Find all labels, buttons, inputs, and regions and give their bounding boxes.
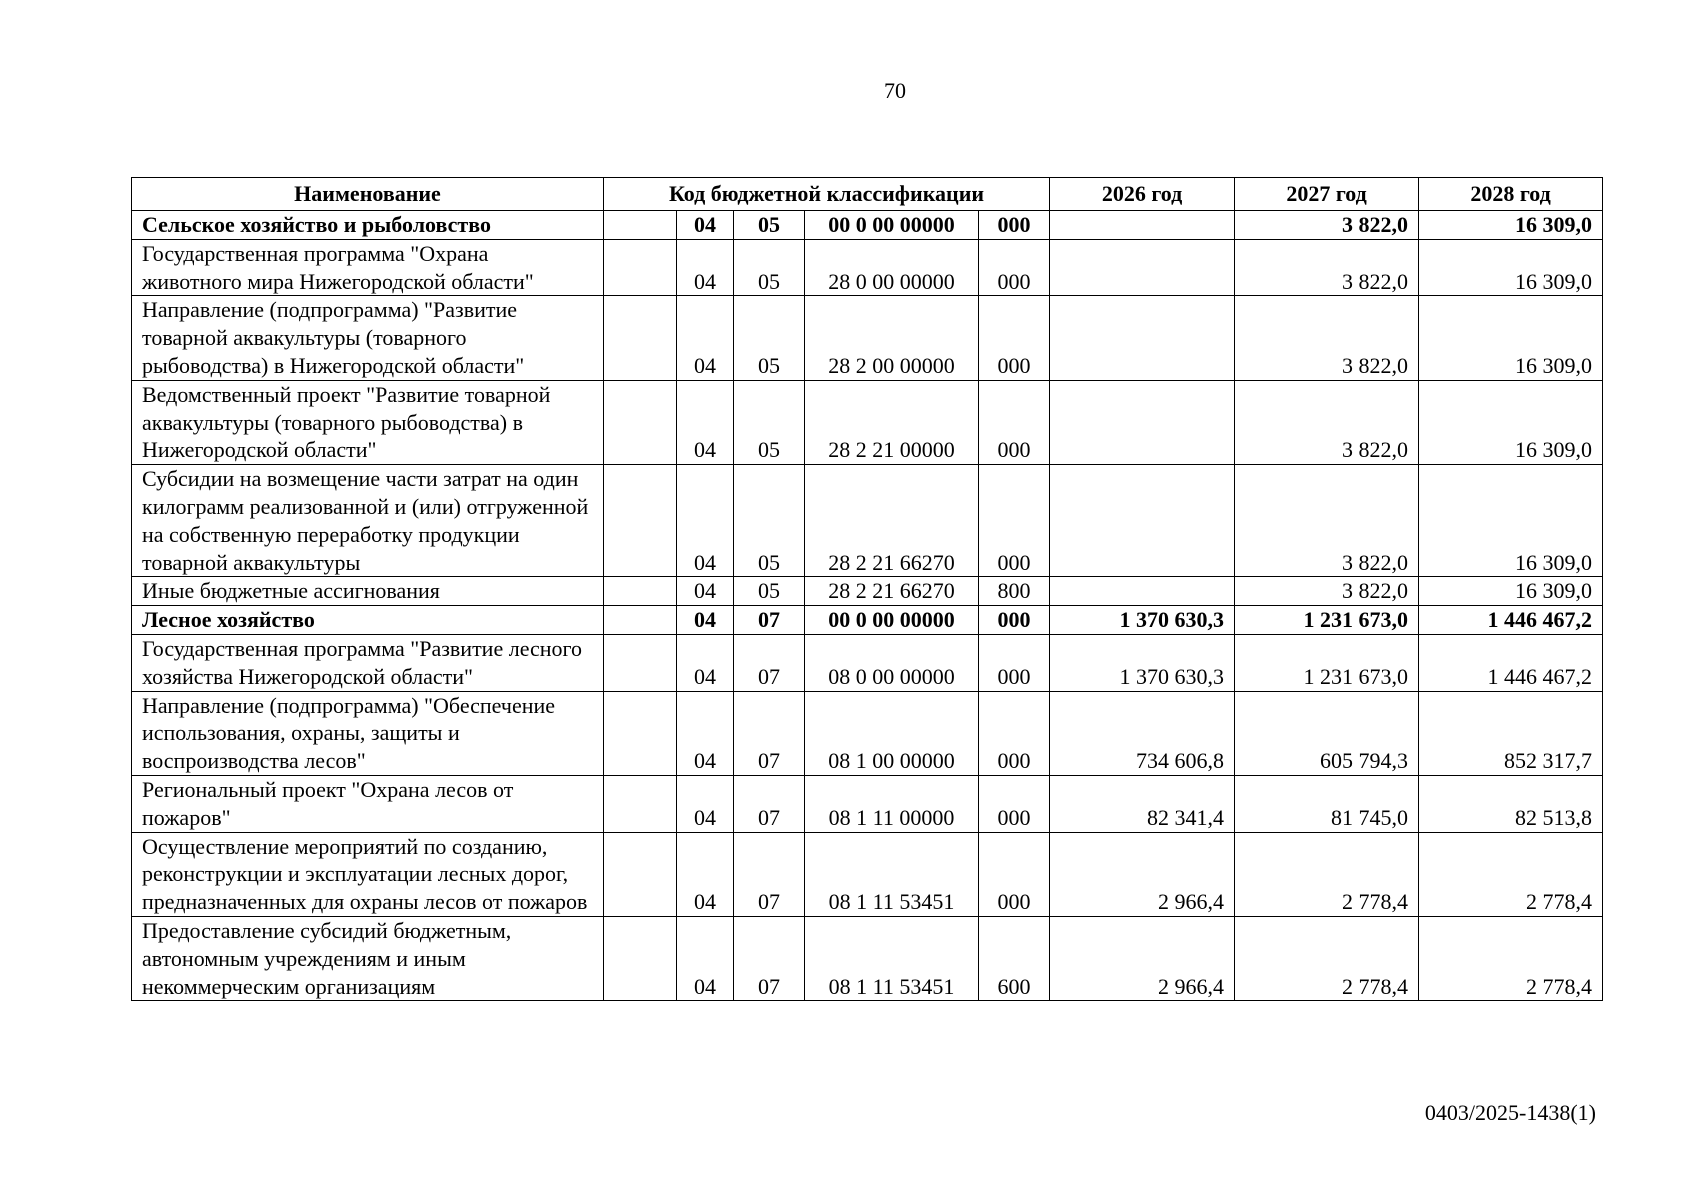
row-name: Ведомственный проект "Развитие товарной аквакультуры (товарного рыбоводства) в Нижегородской области" [132, 380, 604, 464]
row-value-2026: 2 966,4 [1050, 832, 1235, 916]
row-value-2027: 605 794,3 [1235, 691, 1419, 775]
row-value-2026 [1050, 296, 1235, 380]
row-value-2026 [1050, 465, 1235, 577]
row-value-2026: 82 341,4 [1050, 775, 1235, 832]
row-code-subsection: 07 [734, 606, 805, 635]
row-value-2027: 2 778,4 [1235, 916, 1419, 1000]
document-code: 0403/2025-1438(1) [1424, 1100, 1596, 1125]
table-row [132, 832, 1603, 916]
row-value-2027: 3 822,0 [1235, 239, 1419, 296]
row-value-2027: 3 822,0 [1235, 296, 1419, 380]
table-row [132, 577, 1603, 606]
header-code: Код бюджетной классификации [604, 178, 1050, 211]
row-code-expense-type: 000 [979, 606, 1050, 635]
row-code-subsection: 07 [734, 691, 805, 775]
row-code-blank [604, 465, 677, 577]
row-value-2028: 852 317,7 [1419, 691, 1603, 775]
row-code-expense-type: 000 [979, 296, 1050, 380]
row-code-subsection: 07 [734, 634, 805, 691]
row-code-subsection: 05 [734, 465, 805, 577]
row-value-2027: 3 822,0 [1235, 211, 1419, 240]
row-code-expense-type: 000 [979, 465, 1050, 577]
table-row [132, 775, 1603, 832]
table-row [132, 380, 1603, 464]
row-code-target: 08 0 00 00000 [805, 634, 979, 691]
table-row [132, 916, 1603, 1000]
table-row [132, 465, 1603, 577]
row-code-expense-type: 000 [979, 775, 1050, 832]
row-value-2027: 2 778,4 [1235, 832, 1419, 916]
row-code-subsection: 05 [734, 211, 805, 240]
row-code-expense-type: 000 [979, 380, 1050, 464]
row-value-2026: 2 966,4 [1050, 916, 1235, 1000]
row-code-blank [604, 296, 677, 380]
row-code-target: 28 2 21 66270 [805, 465, 979, 577]
table-row [132, 606, 1603, 635]
row-value-2028: 1 446 467,2 [1419, 634, 1603, 691]
row-code-target: 28 0 00 00000 [805, 239, 979, 296]
row-value-2028: 1 446 467,2 [1419, 606, 1603, 635]
row-name: Осуществление мероприятий по созданию, реконструкции и эксплуатации лесных дорог, предназначенных для охраны лесов от пожаров [132, 832, 604, 916]
row-code-section: 04 [677, 465, 734, 577]
row-code-expense-type: 800 [979, 577, 1050, 606]
row-value-2026 [1050, 380, 1235, 464]
row-code-subsection: 07 [734, 832, 805, 916]
row-code-target: 00 0 00 00000 [805, 606, 979, 635]
row-code-blank [604, 775, 677, 832]
row-code-section: 04 [677, 296, 734, 380]
row-name: Предоставление субсидий бюджетным, автономным учреждениям и иным некоммерческим организациям [132, 916, 604, 1000]
row-code-section: 04 [677, 380, 734, 464]
row-code-target: 28 2 21 00000 [805, 380, 979, 464]
row-code-subsection: 05 [734, 380, 805, 464]
row-code-section: 04 [677, 691, 734, 775]
row-value-2028: 82 513,8 [1419, 775, 1603, 832]
row-code-expense-type: 000 [979, 691, 1050, 775]
row-value-2028: 2 778,4 [1419, 916, 1603, 1000]
table-row [132, 239, 1603, 296]
row-code-expense-type: 000 [979, 211, 1050, 240]
page-number: 70 [884, 78, 906, 103]
row-code-subsection: 05 [734, 577, 805, 606]
row-name: Региональный проект "Охрана лесов от пожаров" [132, 775, 604, 832]
row-code-blank [604, 577, 677, 606]
row-code-blank [604, 916, 677, 1000]
row-code-expense-type: 600 [979, 916, 1050, 1000]
row-name: Субсидии на возмещение части затрат на один килограмм реализованной и (или) отгруженной на собственную переработку продукции товарной аквакультуры [132, 465, 604, 577]
header-2027: 2027 год [1235, 178, 1419, 211]
header-2026: 2026 год [1050, 178, 1235, 211]
row-value-2028: 16 309,0 [1419, 380, 1603, 464]
row-value-2026: 734 606,8 [1050, 691, 1235, 775]
row-value-2026: 1 370 630,3 [1050, 606, 1235, 635]
table-header-row [132, 178, 1603, 211]
row-value-2028: 16 309,0 [1419, 577, 1603, 606]
row-code-subsection: 05 [734, 239, 805, 296]
row-code-target: 08 1 11 53451 [805, 916, 979, 1000]
row-value-2027: 3 822,0 [1235, 577, 1419, 606]
row-value-2026: 1 370 630,3 [1050, 634, 1235, 691]
row-code-target: 00 0 00 00000 [805, 211, 979, 240]
row-name: Направление (подпрограмма) "Развитие товарной аквакультуры (товарного рыбоводства) в Нижегородской области" [132, 296, 604, 380]
row-name: Иные бюджетные ассигнования [132, 577, 604, 606]
row-code-subsection: 07 [734, 775, 805, 832]
row-code-target: 28 2 00 00000 [805, 296, 979, 380]
row-value-2028: 2 778,4 [1419, 832, 1603, 916]
row-code-blank [604, 634, 677, 691]
row-code-section: 04 [677, 916, 734, 1000]
table-row [132, 296, 1603, 380]
row-value-2027: 3 822,0 [1235, 465, 1419, 577]
row-value-2026 [1050, 577, 1235, 606]
row-name: Государственная программа "Развитие лесного хозяйства Нижегородской области" [132, 634, 604, 691]
row-code-blank [604, 380, 677, 464]
row-value-2027: 1 231 673,0 [1235, 634, 1419, 691]
row-code-blank [604, 211, 677, 240]
row-code-expense-type: 000 [979, 634, 1050, 691]
row-value-2027: 3 822,0 [1235, 380, 1419, 464]
row-value-2027: 1 231 673,0 [1235, 606, 1419, 635]
row-code-expense-type: 000 [979, 239, 1050, 296]
row-name: Сельское хозяйство и рыболовство [132, 211, 604, 240]
row-value-2026 [1050, 211, 1235, 240]
table-row [132, 211, 1603, 240]
table-row [132, 634, 1603, 691]
row-name: Направление (подпрограмма) "Обеспечение использования, охраны, защиты и воспроизводства лесов" [132, 691, 604, 775]
row-code-section: 04 [677, 775, 734, 832]
row-code-target: 28 2 21 66270 [805, 577, 979, 606]
row-code-section: 04 [677, 634, 734, 691]
table-row [132, 691, 1603, 775]
row-value-2028: 16 309,0 [1419, 465, 1603, 577]
row-code-target: 08 1 11 53451 [805, 832, 979, 916]
row-code-blank [604, 239, 677, 296]
row-name: Лесное хозяйство [132, 606, 604, 635]
row-code-section: 04 [677, 211, 734, 240]
row-code-subsection: 05 [734, 296, 805, 380]
row-code-target: 08 1 00 00000 [805, 691, 979, 775]
row-code-target: 08 1 11 00000 [805, 775, 979, 832]
header-name: Наименование [132, 178, 604, 211]
table-body [132, 211, 1603, 1001]
row-code-section: 04 [677, 832, 734, 916]
header-2028: 2028 год [1419, 178, 1603, 211]
row-code-blank [604, 606, 677, 635]
row-name: Государственная программа "Охрана животного мира Нижегородской области" [132, 239, 604, 296]
row-code-blank [604, 832, 677, 916]
budget-table [131, 177, 1603, 1001]
row-code-expense-type: 000 [979, 832, 1050, 916]
row-code-section: 04 [677, 606, 734, 635]
row-code-subsection: 07 [734, 916, 805, 1000]
row-value-2028: 16 309,0 [1419, 211, 1603, 240]
row-code-section: 04 [677, 577, 734, 606]
row-value-2026 [1050, 239, 1235, 296]
row-code-section: 04 [677, 239, 734, 296]
row-value-2027: 81 745,0 [1235, 775, 1419, 832]
row-code-blank [604, 691, 677, 775]
row-value-2028: 16 309,0 [1419, 296, 1603, 380]
row-value-2028: 16 309,0 [1419, 239, 1603, 296]
